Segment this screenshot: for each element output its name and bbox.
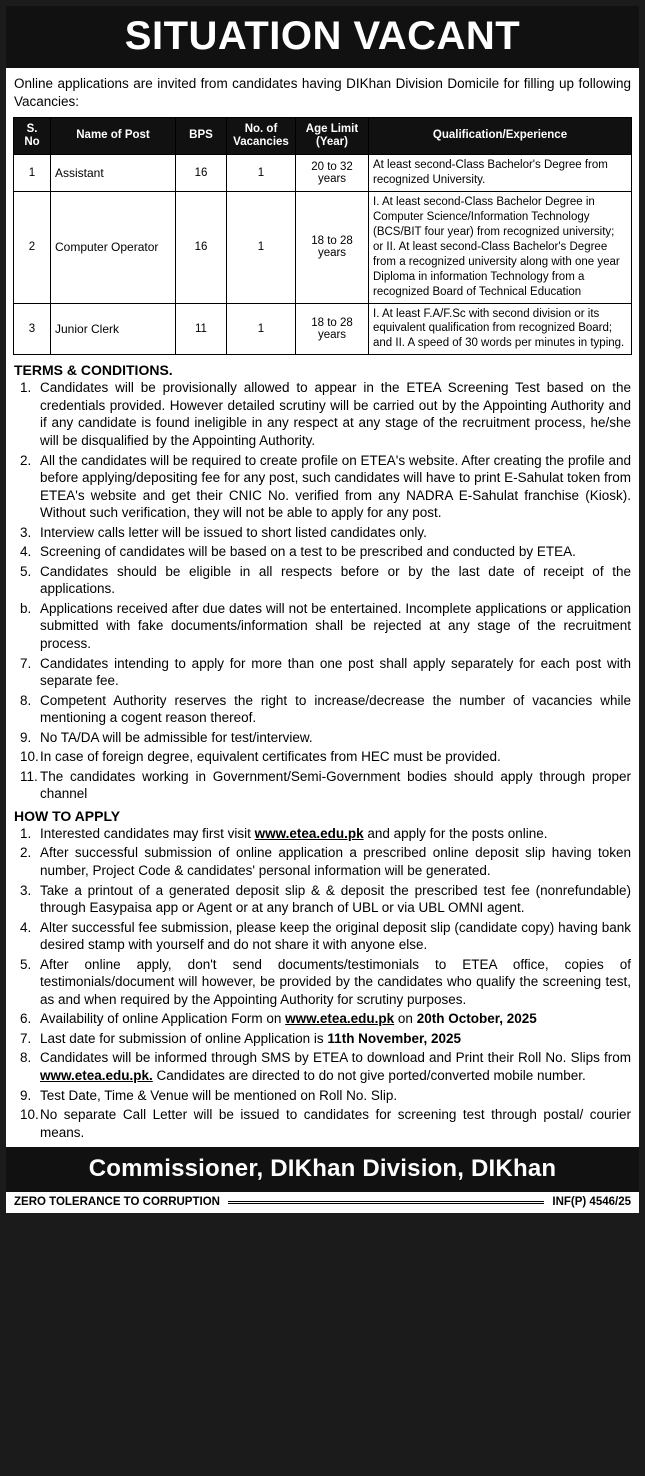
item-text: All the candidates will be required to create profile on ETEA's website. After creating the profile and before applying/depositing fee for any post, such candidates will have to print E-Sahulat token from ETEA's website and get their CNIC No. verified from any NADRA E-Sahulat franchise (Kiosk). Without such verification, they will not be able to apply for any post. [40, 452, 631, 521]
cell-age: 20 to 32 years [296, 155, 369, 192]
list-item [14, 825, 631, 843]
vacancy-table-head [14, 117, 632, 154]
item-number: b. [20, 600, 32, 616]
item-text [40, 825, 631, 843]
table-row [14, 155, 632, 192]
vacancy-table [13, 117, 632, 356]
cell-post-name: Junior Clerk [51, 303, 176, 355]
list-item [14, 543, 631, 561]
item-number: 3. [20, 524, 32, 540]
item-text-post: Candidates are directed to do not give ported/converted mobile number. [152, 1068, 586, 1083]
terms-list [6, 379, 639, 803]
item-text-pre: Last date for submission of online Application is [40, 1030, 328, 1046]
inf-reference: INF(P) 4546/25 [552, 1196, 631, 1209]
cell-qualification: At least second-Class Bachelor's Degree from recognized University. [369, 155, 632, 192]
cell-qualification: I. At least F.A/F.Sc with second division or its equivalent qualification from recognized Board; and II. A speed of 30 words per minutes in typing. [369, 303, 632, 355]
terms-title: TERMS & CONDITIONS. [14, 362, 173, 379]
item-text: Take a printout of a generated deposit slip & & deposit the prescribed test fee (nonrefundable) through Easypaisa app or Agent or at any branch of UBL or via UBL OMNI agent. [40, 882, 631, 916]
list-item [14, 379, 631, 449]
item-number: 9. [20, 729, 32, 745]
website-link[interactable]: www.etea.edu.pk [254, 825, 364, 841]
item-text: The candidates working in Government/Semi-Government bodies should apply through proper channel [40, 768, 631, 802]
cell-post-name: Computer Operator [51, 191, 176, 303]
item-number: 11. [20, 768, 38, 784]
col-vacancies: No. of Vacancies [227, 117, 296, 154]
item-number: 2. [20, 845, 32, 861]
cell-sno: 1 [14, 155, 51, 192]
corruption-slogan: ZERO TOLERANCE TO CORRUPTION [14, 1196, 220, 1209]
item-text: No separate Call Letter will be issued to candidates for screening test through postal/ courier means. [40, 1107, 631, 1140]
item-text: Candidates will be provisionally allowed to appear in the ETEA Screening Test based on the credentials provided. However detailed scrutiny will be carried out by the Appointing Authority and if any candidate is found ineligible in any respect at any stage of the recruitment process, he/she will be disqualified by the Appointing Authority. [40, 380, 631, 448]
item-text-post: and apply for the posts online. [363, 825, 548, 841]
item-text: After successful submission of online application a prescribed online deposit slip having token number, Project Code & candidates' personal information will be generated. [40, 845, 631, 878]
cell-vacancies: 1 [227, 303, 296, 355]
item-number: 3. [20, 882, 32, 898]
list-item [14, 1049, 631, 1084]
item-number: 7. [20, 655, 32, 671]
col-bps: BPS [176, 117, 227, 154]
footer-bar [6, 1192, 639, 1213]
item-number: 7. [20, 1030, 32, 1046]
advertisement-body [6, 6, 639, 1213]
cell-vacancies: 1 [227, 191, 296, 303]
website-link[interactable]: www.etea.edu.pk [285, 1011, 395, 1027]
item-text: Alter successful fee submission, please keep the original deposit slip (candidate copy) having bank desired stamp with yourself and do not share it with anyone else. [40, 919, 631, 953]
item-text: No TA/DA will be admissible for test/interview. [40, 729, 313, 745]
list-item [14, 524, 631, 542]
item-text: Applications received after due dates will not be entertained. Incomplete applications or application submitted with fake documents/information shall be rejected at any stage of the recruitment process. [40, 600, 631, 651]
item-text: Candidates should be eligible in all respects before or by the last date of receipt of the applications. [40, 563, 631, 597]
footer-divider [228, 1201, 544, 1204]
item-text [40, 1030, 631, 1048]
item-text-pre: Availability of online Application Form on [40, 1011, 286, 1027]
page-title: SITUATION VACANT [124, 14, 521, 58]
list-item [14, 956, 631, 1009]
how-to-apply-title: HOW TO APPLY [14, 807, 121, 824]
list-item [14, 1106, 631, 1141]
list-item [14, 729, 631, 747]
website-link[interactable]: www.etea.edu.pk. [40, 1068, 153, 1083]
cell-vacancies: 1 [227, 155, 296, 192]
item-text-bold: 20th October, 2025 [416, 1011, 537, 1027]
vacancy-table-body [14, 155, 632, 355]
table-row [14, 191, 632, 303]
cell-post-name: Assistant [51, 155, 176, 192]
cell-bps: 11 [176, 303, 227, 355]
col-qualification: Qualification/Experience [369, 117, 632, 154]
item-number: 5. [20, 956, 32, 972]
item-text-pre: Interested candidates may first visit [40, 825, 255, 841]
item-number: 10. [20, 1107, 39, 1123]
list-item [14, 1010, 631, 1028]
item-text: Screening of candidates will be based on a test to be prescribed and conducted by ETEA. [40, 544, 576, 560]
item-number: 6. [20, 1011, 32, 1027]
item-number: 9. [20, 1087, 32, 1103]
item-text-post: on [394, 1011, 417, 1027]
cell-sno: 3 [14, 303, 51, 355]
item-text: In case of foreign degree, equivalent certificates from HEC must be provided. [40, 749, 501, 765]
list-item [14, 748, 631, 766]
list-item [14, 1030, 631, 1048]
item-text: Interview calls letter will be issued to short listed candidates only. [40, 524, 427, 540]
list-item [14, 844, 631, 879]
list-item [14, 452, 631, 522]
list-item [14, 919, 631, 954]
list-item [14, 563, 631, 598]
cell-age: 18 to 28 years [296, 303, 369, 355]
col-age-limit: Age Limit (Year) [296, 117, 369, 154]
col-name: Name of Post [51, 117, 176, 154]
list-item [14, 882, 631, 917]
item-number: 5. [20, 563, 32, 579]
how-to-apply-list [6, 825, 639, 1141]
list-item [14, 655, 631, 690]
cell-sno: 2 [14, 191, 51, 303]
item-text: After online apply, don't send documents/testimonials to ETEA office, copies of testimonials/document will however, be provided by the candidates who qualify the screening test, as and when required by the Appointing Authority for scrutiny purposes. [40, 956, 631, 1007]
list-item [14, 692, 631, 727]
item-number: 8. [20, 1050, 32, 1066]
cell-bps: 16 [176, 155, 227, 192]
item-number: 4. [20, 919, 32, 935]
item-number: 4. [20, 544, 32, 560]
list-item [14, 600, 631, 653]
item-text: Test Date, Time & Venue will be mentioned on Roll No. Slip. [40, 1087, 398, 1103]
cell-age: 18 to 28 years [296, 191, 369, 303]
item-text [40, 1010, 631, 1028]
list-item [14, 768, 631, 803]
cell-bps: 16 [176, 191, 227, 303]
issuing-authority: Commissioner, DIKhan Division, DIKhan [6, 1147, 639, 1192]
item-text: Competent Authority reserves the right to increase/decrease the number of vacancies while mentioning a cogent reason thereof. [40, 692, 631, 726]
item-text: Candidates intending to apply for more than one post shall apply separately for each post with separate fee. [40, 655, 631, 689]
item-number: 8. [20, 692, 32, 708]
table-header-row [14, 117, 632, 154]
list-item [14, 1087, 631, 1105]
table-row [14, 303, 632, 355]
item-text [40, 1049, 631, 1084]
item-text-pre: Candidates will be informed through SMS by ETEA to download and Print their Roll No. Slips from [40, 1050, 631, 1066]
item-text-bold: 11th November, 2025 [327, 1030, 461, 1046]
banner-header [6, 6, 639, 68]
item-number: 1. [20, 380, 32, 396]
item-number: 2. [20, 452, 32, 468]
item-number: 1. [20, 825, 32, 841]
col-sno: S. No [14, 117, 51, 154]
item-number: 10. [20, 749, 39, 765]
intro-paragraph: Online applications are invited from candidates having DIKhan Division Domicile for filling up following Vacancies: [14, 76, 631, 109]
cell-qualification: I. At least second-Class Bachelor Degree in Computer Science/Information Technology (BCS/BIT four year) from recognized university; or II. At least second-Class Bachelor's Degree from a recognized university along with one year Diploma in information Technology from a recognized Board of Technical Education [369, 191, 632, 303]
